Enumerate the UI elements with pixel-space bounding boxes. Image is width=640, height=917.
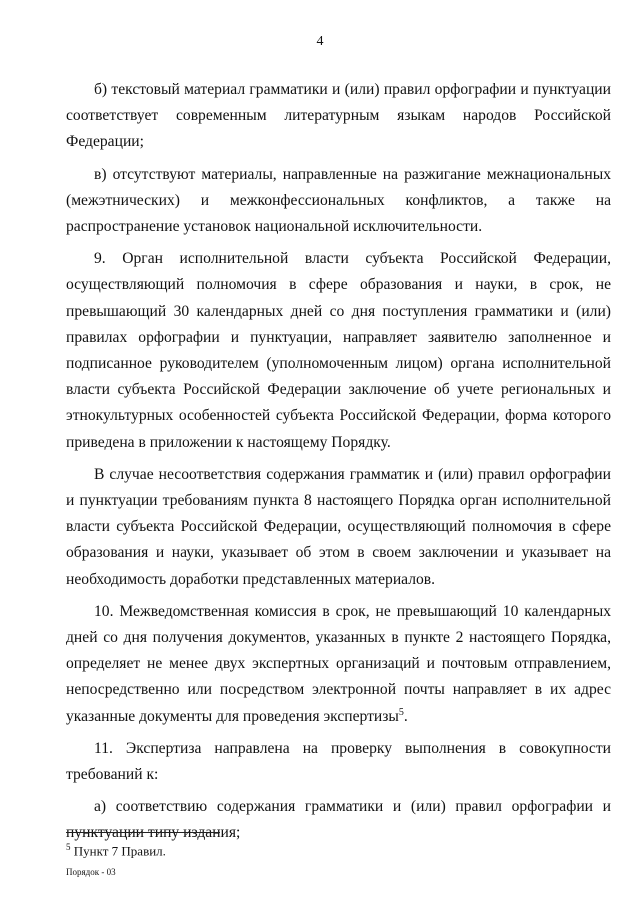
paragraph-v: в) отсутствуют материалы, направленные на разжигание межнациональных (межэтнических) и межконфессиональных конфликтов, а также на распространение установок национальной исключительности.: [66, 165, 611, 236]
footnote-reference: 5: [398, 706, 404, 718]
paragraph-9: 9. Орган исполнительной власти субъекта Российской Федерации, осуществляющий полномочия в сфере образования и науки, в срок, не превышающий 30 календарных дней со дня поступления грамматики и (или) правилах орфографии и пунктуации, направляет заявителю заполненное и подписанное руководителем (уполномоченным лицом) органа исполнительной власти субъекта Российской Федерации заключение об учете региональных и этнокультурных особенностей субъекта Российской Федерации, форма которого приведена в приложении к настоящему Порядку.: [66, 250, 611, 451]
paragraph-noncompliance: В случае несоответствия содержания грамматик и (или) правил орфографии и пунктуации требованиям пункта 8 настоящего Порядка орган исполнительной власти субъекта Российской Федерации, осуществляющий полномочия в сфере образования и науки, указывает об этом в своем заключении и указывает на необходимость доработки представленных материалов.: [66, 465, 611, 588]
paragraph-10-text: 10. Межведомственная комиссия в срок, не превышающий 10 календарных дней со дня получения документов, указанных в пункте 2 настоящего Порядка, определяет не менее двух экспертных организаций и почтовым отправлением, непосредственно или посредством электронной почты направляет в их адрес указанные документы для проведения экспертизы: [66, 602, 611, 725]
paragraph-a: а) соответствию содержания грамматики и (или) правил орфографии и пунктуации типу издания;: [66, 798, 611, 842]
paragraph-b: б) текстовый материал грамматики и (или) правил орфографии и пунктуации соответствует современным литературным языкам народов Российской Федерации;: [66, 81, 611, 151]
footnote-marker: 5: [66, 842, 71, 852]
document-label: Порядок - 03: [66, 867, 116, 877]
paragraph-11: 11. Экспертиза направлена на проверку выполнения в совокупности требований к:: [66, 739, 611, 784]
document-body: [66, 77, 611, 853]
paragraph-10: 10. Межведомственная комиссия в срок, не превышающий 10 календарных дней со дня получения документов, указанных в пункте 2 настоящего Порядка, определяет не менее двух экспертных организаций и почтовым отправлением, непосредственно или посредством электронной почты направляет в их адрес указанные документы для проведения экспертизы$^5$.: [66, 602, 611, 725]
footnote-text: Пункт 7 Правил.: [70, 843, 166, 859]
page-number: 4: [316, 34, 324, 49]
footnote-separator: [66, 832, 220, 833]
footnote: [66, 838, 166, 860]
